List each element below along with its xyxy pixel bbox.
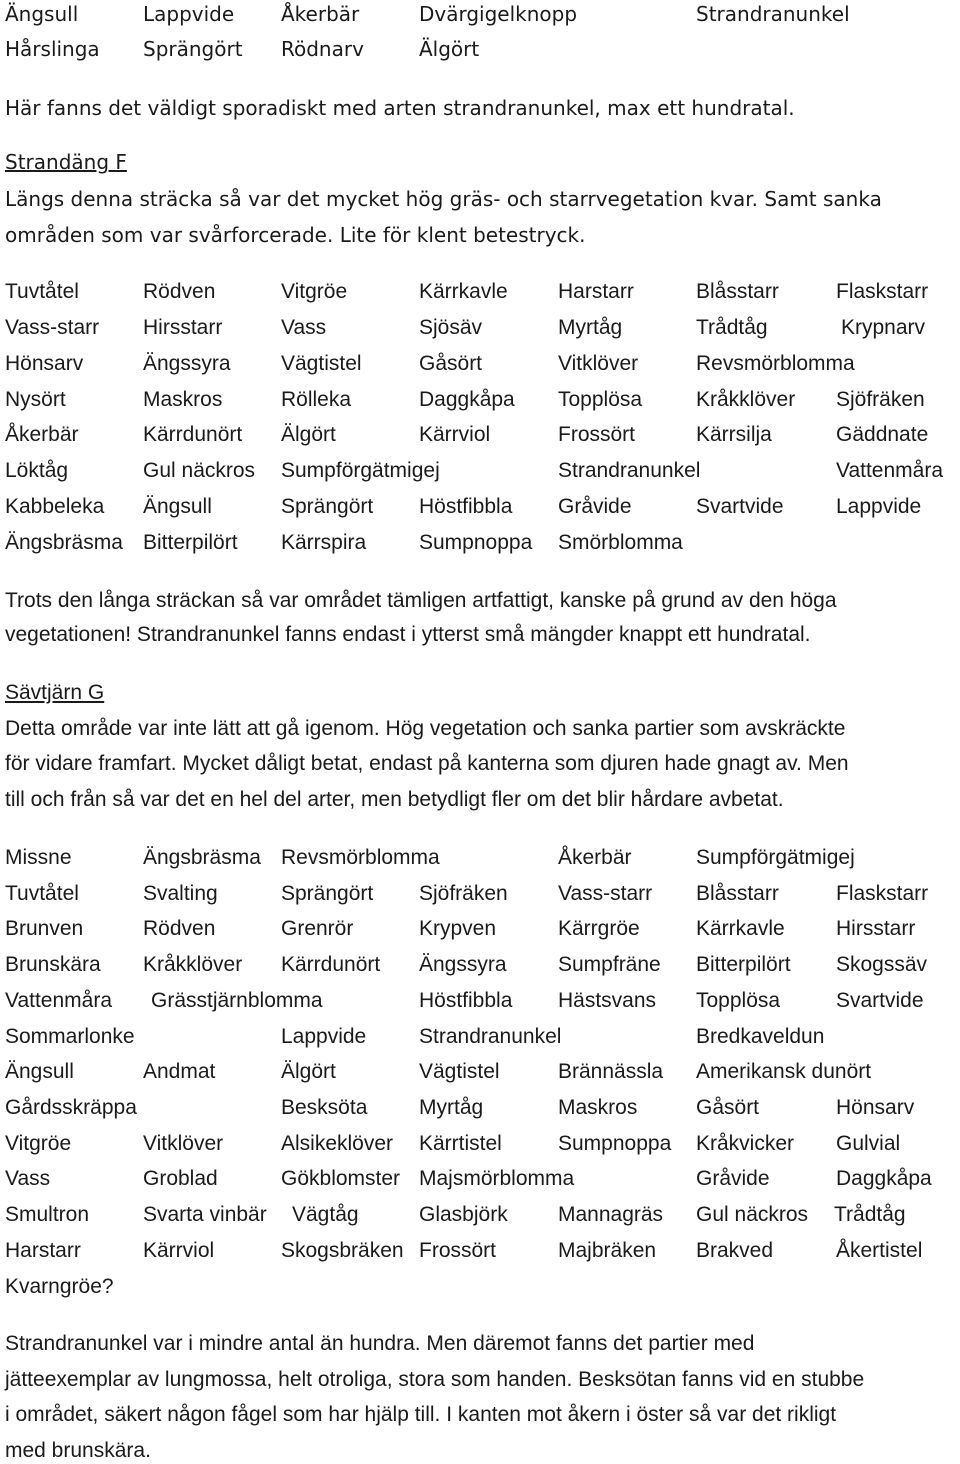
species-cell: Kärrgröe — [558, 917, 640, 940]
species-cell: Gråvide — [558, 495, 632, 518]
species-cell: Vass — [5, 1167, 51, 1190]
section-heading: Strandäng F — [5, 150, 127, 174]
species-cell: Groblad — [143, 1167, 218, 1190]
species-cell: Dvärgigelknopp — [419, 2, 578, 26]
species-cell: Kråkklöver — [696, 388, 796, 411]
species-cell: Grenrör — [281, 917, 354, 940]
paragraph-line: områden som var svårforcerade. Lite för klent betestryck. — [5, 223, 586, 247]
species-cell: Vattenmåra — [5, 989, 112, 1012]
species-cell: Sprängört — [143, 37, 243, 61]
species-cell: Ängsull — [5, 1060, 74, 1083]
species-cell: Gäddnate — [836, 423, 929, 446]
species-cell: Majbräken — [558, 1239, 657, 1262]
species-cell: Kvarngröe? — [5, 1275, 114, 1298]
species-cell: Hirsstarr — [836, 917, 916, 940]
species-cell: Skogsbräken — [281, 1239, 404, 1262]
paragraph-line: med brunskära. — [5, 1439, 151, 1462]
species-cell: Kärrkavle — [419, 280, 508, 303]
species-cell: Rödven — [143, 280, 216, 303]
species-cell: Sommarlonke — [5, 1025, 135, 1048]
species-cell: Trådtåg — [696, 316, 768, 339]
species-cell: Gråvide — [696, 1167, 770, 1190]
species-cell: Sprängört — [281, 495, 374, 518]
species-cell: Svartvide — [836, 989, 924, 1012]
species-cell: Vägtistel — [419, 1060, 500, 1083]
species-cell: Ängsbräsma — [143, 846, 261, 869]
species-cell: Bitterpilört — [143, 531, 238, 554]
species-cell: Ängssyra — [143, 352, 231, 375]
paragraph-line: för vidare framfart. Mycket dåligt betat, endast på kanterna som djuren hade gnagt av. Men — [5, 752, 849, 775]
species-cell: Vass-starr — [558, 882, 653, 905]
species-cell: Krypnarv — [841, 316, 926, 339]
species-cell: Harstarr — [558, 280, 634, 303]
species-cell: Maskros — [143, 388, 223, 411]
species-cell: Brakved — [696, 1239, 774, 1262]
species-cell: Brännässla — [558, 1060, 664, 1083]
species-cell: Åkerbär — [558, 846, 632, 869]
species-cell: Glasbjörk — [419, 1203, 508, 1226]
species-cell: Hönsarv — [5, 352, 84, 375]
species-cell: Strandranunkel — [696, 2, 850, 26]
species-cell: Gårdsskräppa — [5, 1096, 137, 1119]
species-cell: Lappvide — [836, 495, 922, 518]
species-cell: Flaskstarr — [836, 280, 929, 303]
paragraph-line: Strandranunkel var i mindre antal än hundra. Men däremot fanns det partier med — [5, 1332, 755, 1355]
species-cell: Vass-starr — [5, 316, 100, 339]
species-cell: Svalting — [143, 882, 218, 905]
species-cell: Ängsull — [5, 2, 79, 26]
species-cell: Strandranunkel — [558, 459, 701, 482]
species-cell: Sprängört — [281, 882, 374, 905]
species-cell: Ängsull — [143, 495, 212, 518]
species-cell: Smultron — [5, 1203, 90, 1226]
paragraph-line: jätteexemplar av lungmossa, helt otroliga, stora som handen. Besksötan fanns vid en stubbe — [5, 1368, 865, 1391]
species-cell: Tuvtåtel — [5, 882, 79, 905]
species-cell: Blåsstarr — [696, 882, 779, 905]
species-cell: Svartvide — [696, 495, 784, 518]
species-cell: Lappvide — [281, 1025, 367, 1048]
section-heading: Sävtjärn G — [5, 681, 105, 704]
species-cell: Svarta vinbär — [143, 1203, 267, 1226]
paragraph-line: vegetationen! Strandranunkel fanns endast i ytterst små mängder knappt ett hundratal. — [5, 623, 811, 646]
species-cell: Åkerbär — [5, 423, 79, 446]
species-cell: Löktåg — [5, 459, 69, 482]
species-cell: Vägtåg — [292, 1203, 359, 1226]
species-cell: Topplösa — [558, 388, 643, 411]
species-cell: Bredkaveldun — [696, 1025, 825, 1048]
species-cell: Ängsbräsma — [5, 531, 123, 554]
species-cell: Frossört — [419, 1239, 497, 1262]
species-cell: Kärrsilja — [696, 423, 772, 446]
species-cell: Strandranunkel — [419, 1025, 562, 1048]
species-cell: Bitterpilört — [696, 953, 791, 976]
species-cell: Gåsört — [696, 1096, 760, 1119]
species-cell: Trådtåg — [834, 1203, 906, 1226]
species-cell: Krypven — [419, 917, 497, 940]
species-cell: Kärrviol — [143, 1239, 215, 1262]
species-cell: Tuvtåtel — [5, 280, 79, 303]
species-cell: Daggkåpa — [419, 388, 515, 411]
species-cell: Höstfibbla — [419, 495, 513, 518]
species-cell: Gökblomster — [281, 1167, 401, 1190]
species-cell: Missne — [5, 846, 72, 869]
species-cell: Sumpnoppa — [419, 531, 533, 554]
species-cell: Älgört — [281, 423, 336, 446]
species-cell: Flaskstarr — [836, 882, 929, 905]
species-cell: Skogssäv — [836, 953, 928, 976]
paragraph-line: till och från så var det en hel del arter, men betydligt fler om det blir hårdare avbetat. — [5, 788, 784, 811]
species-cell: Revsmörblomma — [281, 846, 440, 869]
species-cell: Mannagräs — [558, 1203, 664, 1226]
species-cell: Kråkvicker — [696, 1132, 795, 1155]
species-cell: Lappvide — [143, 2, 235, 26]
species-cell: Gåsört — [419, 352, 483, 375]
species-cell: Sjöfräken — [419, 882, 508, 905]
species-cell: Ängssyra — [419, 953, 507, 976]
paragraph-line: Trots den långa sträckan så var området tämligen artfattigt, kanske på grund av den höga — [5, 589, 837, 612]
species-cell: Gulvial — [836, 1132, 901, 1155]
species-cell: Maskros — [558, 1096, 638, 1119]
species-cell: Rödnarv — [281, 37, 364, 61]
species-cell: Revsmörblomma — [696, 352, 855, 375]
species-cell: Sumpfräne — [558, 953, 661, 976]
species-cell: Sumpnoppa — [558, 1132, 672, 1155]
species-cell: Kabbeleka — [5, 495, 105, 518]
species-cell: Gul näckros — [696, 1203, 809, 1226]
species-cell: Smörblomma — [558, 531, 683, 554]
species-cell: Hönsarv — [836, 1096, 915, 1119]
species-cell: Kärrkavle — [696, 917, 785, 940]
species-cell: Daggkåpa — [836, 1167, 932, 1190]
species-cell: Nysört — [5, 388, 66, 411]
species-cell: Amerikansk dunört — [696, 1060, 872, 1083]
species-cell: Vitgröe — [281, 280, 348, 303]
species-cell: Grässtjärnblomma — [151, 989, 323, 1012]
species-cell: Höstfibbla — [419, 989, 513, 1012]
species-cell: Vattenmåra — [836, 459, 943, 482]
species-cell: Åkerbär — [281, 2, 360, 26]
species-cell: Blåsstarr — [696, 280, 779, 303]
species-cell: Vitklöver — [558, 352, 639, 375]
paragraph-line: i området, säkert någon fågel som har hjälp till. I kanten mot åkern i öster så var det rikligt — [5, 1403, 837, 1426]
paragraph-line: Detta område var inte lätt att gå igenom. Hög vegetation och sanka partier som avskräckte — [5, 717, 846, 740]
species-cell: Myrtåg — [558, 316, 623, 339]
species-cell: Hästsvans — [558, 989, 657, 1012]
species-cell: Sumpförgätmigej — [696, 846, 855, 869]
species-cell: Myrtåg — [419, 1096, 484, 1119]
paragraph-line: Längs denna sträcka så var det mycket hög gräs- och starrvegetation kvar. Samt sanka — [5, 187, 882, 211]
species-cell: Frossört — [558, 423, 636, 446]
species-cell: Sjösäv — [419, 316, 483, 339]
species-cell: Kärrviol — [419, 423, 491, 446]
species-cell: Älgört — [281, 1060, 336, 1083]
species-cell: Kråkklöver — [143, 953, 243, 976]
species-cell: Sumpförgätmigej — [281, 459, 440, 482]
species-cell: Hårslinga — [5, 37, 100, 61]
species-cell: Andmat — [143, 1060, 216, 1083]
species-cell: Harstarr — [5, 1239, 81, 1262]
species-cell: Besksöta — [281, 1096, 368, 1119]
species-cell: Kärrtistel — [419, 1132, 502, 1155]
species-cell: Kärrdunört — [143, 423, 243, 446]
species-cell: Majsmörblomma — [419, 1167, 575, 1190]
species-cell: Vitklöver — [143, 1132, 224, 1155]
species-cell: Topplösa — [696, 989, 781, 1012]
species-cell: Brunven — [5, 917, 84, 940]
species-cell: Vass — [281, 316, 327, 339]
species-cell: Kärrdunört — [281, 953, 381, 976]
paragraph: Här fanns det väldigt sporadiskt med arten strandranunkel, max ett hundratal. — [5, 96, 795, 120]
species-cell: Sjöfräken — [836, 388, 925, 411]
species-cell: Brunskära — [5, 953, 101, 976]
species-cell: Hirsstarr — [143, 316, 223, 339]
species-cell: Rödven — [143, 917, 216, 940]
species-cell: Vägtistel — [281, 352, 362, 375]
species-cell: Rölleka — [281, 388, 352, 411]
species-cell: Alsikeklöver — [281, 1132, 394, 1155]
species-cell: Vitgröe — [5, 1132, 72, 1155]
species-cell: Åkertistel — [836, 1239, 923, 1262]
species-cell: Gul näckros — [143, 459, 256, 482]
species-cell: Älgört — [419, 37, 480, 61]
species-cell: Kärrspira — [281, 531, 367, 554]
